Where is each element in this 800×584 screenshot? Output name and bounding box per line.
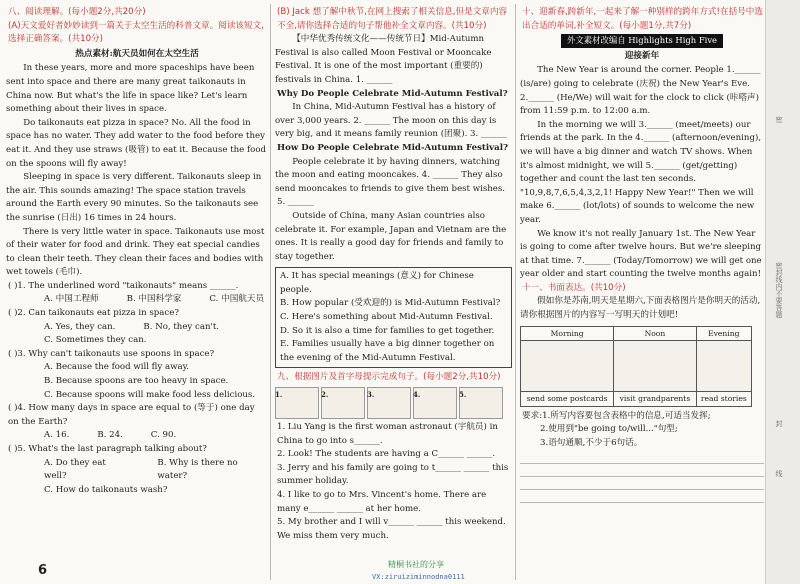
requirement-2: 2.使用到"be going to/will..."句型; — [540, 424, 678, 435]
requirement-3: 3.语句通顺,不少于6句话。 — [540, 438, 643, 449]
passage-c-p1: The New Year is around the corner. People 1.______ (is/are) going to celebrate (庆祝) the New Year's Eve. 2.______ (He/We) will wait for the clock to click (咔嗒声) from 11:59 p.m. to 12:00 a.m. — [520, 65, 761, 117]
option: C. How do taikonauts wash? — [44, 484, 168, 495]
option: B. No, they can't. — [143, 321, 220, 332]
question-2-options — [6, 321, 268, 335]
passage-a-intro: (A)天文爱好者妙妙读到一篇关于太空生活的科普文章。阅读该短文,选择正确答案。(共10分) — [8, 20, 264, 45]
seal-tab-lower: 封 — [775, 420, 783, 427]
table-cell: visit grandparents — [614, 392, 696, 407]
option: C. Sometimes they can. — [44, 335, 147, 346]
column-divider — [270, 4, 271, 580]
passage-b-p2: People celebrate it by having dinners, watching the moon and eating mooncakes. 4. ______ They also send mooncakes to friends to give them best wishes. — [275, 156, 506, 194]
passage-b-p3: Outside of China, many Asian countries also celebrate it. For example, Japan and Vietnam are the ones. It is really a good day for friends and family to stay together. — [275, 210, 507, 262]
option: B. 24. — [97, 430, 123, 441]
column-divider — [515, 4, 516, 580]
passage-a-p4: There is very little water in space. Taikonauts use most of their water for food and drink. They eat special candies to clean their teeth. They clean their faces and bodies with wet towels (毛巾). — [6, 226, 265, 278]
sentence-4: 4. I like to go to Mrs. Vincent's home. There are many e______ ______ at her home. — [277, 490, 487, 514]
table-cell: send some postcards — [521, 392, 614, 407]
reading-section-a — [6, 6, 268, 497]
table-header: Morning — [521, 326, 614, 341]
picture-prompt-1: 1. — [275, 387, 319, 419]
sentence-option: B. How popular (受欢迎的) is Mid-Autumn Festival? — [280, 298, 501, 309]
picture-prompt-2: 2. — [321, 387, 365, 419]
passage-c-p3: We know it's not really January 1st. The New Year is going to come after twelve hours. But we're sleeping at that time. 7.______ (Today/Tomorrow) we will get one year older and start counting the twelve months again! — [520, 228, 762, 280]
sentence-options-box — [275, 267, 512, 368]
seal-tab-middle: 密封线内不要答题 — [775, 262, 783, 318]
option: A. Yes, they can. — [44, 321, 116, 332]
option: C. 90. — [150, 430, 177, 441]
sentence-option: D. So it is also a time for families to get together. — [280, 325, 495, 336]
question-4: ( )4. How many days in space are equal to (等于) one day on the Earth? — [8, 403, 255, 427]
option: B. Why is there no water? — [157, 457, 238, 482]
question-5-options — [6, 457, 268, 484]
question-5: ( )5. What's the last paragraph talking about? — [8, 444, 207, 454]
sentence-3: 3. Jerry and his family are going to t______ ______ this summer holiday. — [277, 462, 509, 487]
section-11-heading: 十一、书面表达。(共10分) — [522, 282, 626, 293]
activity-image-morning — [521, 341, 614, 392]
activity-image-evening — [696, 341, 751, 392]
passage-a-title: 热点素材:航天员如何在太空生活 — [75, 48, 199, 59]
sentence-option: A. It has special meanings (意义) for Chinese people. — [280, 271, 474, 295]
sentence-option: E. Families usually have a big dinner together on the evening of the Mid-Autumn Festival. — [280, 339, 495, 363]
option: A. Because the food will fly away. — [44, 362, 190, 373]
passage-c-p2: In the morning we will 3.______ (meet/meets) our friends at the park. In the 4.______ (afternoon/evening), we will have a big dinner and watch TV shows. When it's almost midnight, we will 5.______ (get/getting) together and count the last ten seconds. "10,9,8,7,6,5,4,3,2,1! Happy New Year!" Then we will make 6.______ (lot/lots) of sounds to welcome the new year. — [520, 119, 762, 225]
activity-image-noon — [614, 341, 696, 392]
section-8-heading: 八、阅读理解。(每小题2分,共20分) — [8, 7, 146, 17]
question-2: ( )2. Can taikonauts eat pizza in space? — [8, 308, 179, 319]
picture-prompt-3: 3. — [367, 387, 411, 419]
requirement-1: 要求:1.所写内容要包含表格中的信息,可适当发挥; — [522, 410, 711, 421]
option: C. 中国航天员 — [209, 294, 265, 305]
writing-lines[interactable] — [520, 451, 764, 503]
passage-a-p3: Sleeping in space is very different. Taikonauts sleep in the air. This sounds amazing! The space station travels around the Earth every 90 minutes. So the taikonauts see the sunrise (日出) 16 times in 24 hours. — [6, 172, 262, 223]
option: A. 中国工程师 — [44, 294, 99, 305]
page-number: 6 — [38, 563, 48, 578]
seal-line-strip — [765, 0, 800, 584]
source-banner: 外文素材改编自 Highlights High Five — [561, 34, 723, 48]
option: A. 16. — [44, 430, 70, 441]
passage-b-opening: 【中华优秀传统文化——传统节日】Mid-Autumn Festival is also called Moon Festival or Mooncake Festival. It is one of the most important (重要的) festivals in China. 1. ______ — [275, 34, 492, 85]
sentence-1: 1. Liu Yang is the first woman astronaut (宇航员) in China to go into s______. — [277, 422, 498, 446]
passage-b-heading-2: How Do People Celebrate Mid-Autumn Festival? — [277, 142, 509, 153]
option: C. Because spoons will make food less delicious. — [44, 389, 256, 400]
question-1: ( )1. The underlined word "taikonauts" means ______. — [8, 280, 239, 291]
section-9-heading: 九、根据图片及首字母提示完成句子。(每小题2分,共10分) — [277, 372, 501, 383]
table-cell: read stories — [696, 392, 751, 407]
watermark-text: 精桐书社的分享 — [388, 560, 444, 569]
question-1-options — [6, 293, 268, 307]
passage-b-blank-5: 5. ______ — [277, 197, 314, 208]
writing-prompt: 假如你是苏南,明天是星期六,下面表格图片是你明天的活动,请你根据图片的内容写一写明天的计划吧! — [520, 296, 761, 321]
seal-tab-top: 密 — [775, 116, 783, 123]
table-header: Noon — [614, 326, 696, 341]
activity-table — [520, 326, 752, 407]
cloze-and-writing — [520, 6, 764, 503]
passage-c-title: 迎接新年 — [624, 50, 660, 61]
sentence-5: 5. My brother and I will v______ ______ this weekend. We miss them very much. — [277, 517, 506, 541]
section-10-heading: 十、迎新春,跨新年,一起来了解一种别样的跨年方式!在括号中选出合适的单词,补全短文。(每小题1分,共7分) — [522, 7, 763, 31]
passage-a-p2: Do taikonauts eat pizza in space? No. All the food in space has no water. They add water to the food before they eat it. And they use straws (吸管) to eat it. Because the food on the spoons will fly away! — [6, 117, 267, 169]
passage-b-p1: In China, Mid-Autumn Festival has a history of over 3,000 years. 2. ______ The moon on this day is very big, and it means family reunion (团聚). 3. ______ — [275, 102, 507, 140]
seal-tab-bottom: 线 — [775, 470, 783, 477]
option: A. Do they eat well? — [44, 457, 106, 482]
passage-a-p1: In these years, more and more spaceships have been sent into space and there are many great taikonauts in China now. But what's the life in space like? Let's learn something about their lives in space. — [6, 63, 255, 115]
reading-section-b — [275, 6, 512, 543]
passage-b-intro: (B) Jack 想了解中秋节,在网上搜索了相关信息,但是文章内容不全,请你选择合适的句子帮他补全文章内容。(共10分) — [277, 7, 508, 31]
sentence-2: 2. Look! The students are having a C______ ______. — [277, 449, 496, 460]
picture-prompts — [275, 387, 512, 419]
watermark-contact: VX:ziruiziminnodna0111 — [372, 573, 465, 581]
question-4-options — [6, 429, 268, 443]
question-3: ( )3. Why can't taikonauts use spoons in space? — [8, 348, 215, 359]
sentence-option: C. Here's something about Mid-Autumn Festival. — [280, 312, 493, 323]
passage-b-heading-1: Why Do People Celebrate Mid-Autumn Festival? — [277, 88, 508, 99]
option: B. 中国科学家 — [126, 294, 182, 305]
picture-prompt-4: 4. — [413, 387, 457, 419]
table-header: Evening — [696, 326, 751, 341]
picture-prompt-5: 5. — [459, 387, 503, 419]
option: B. Because spoons are too heavy in space. — [44, 376, 229, 387]
